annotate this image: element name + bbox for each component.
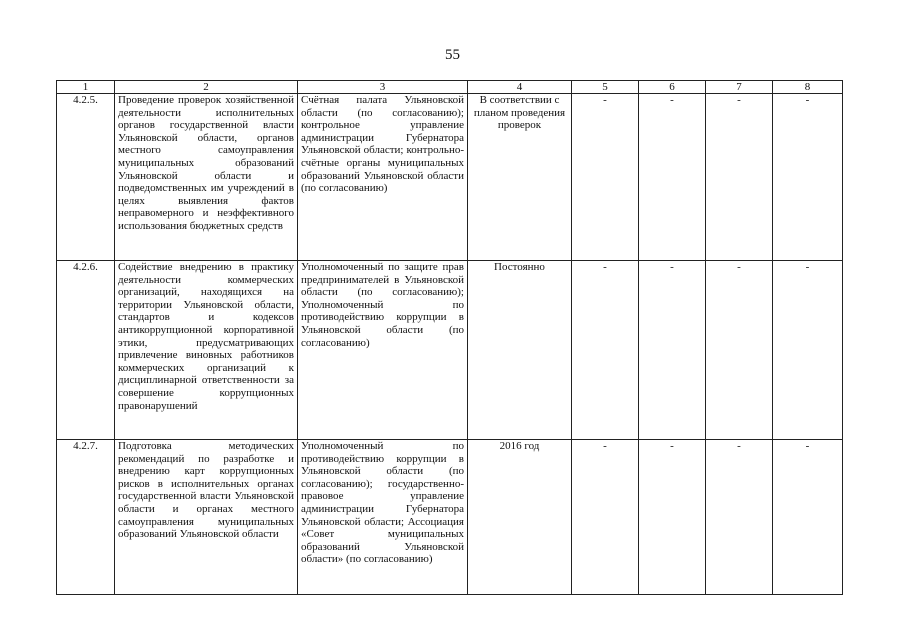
executors-cell: Уполномоченный по противодействию коррупции в Ульяновской области (по согласованию); государственно-правовое управление администрации Губернатора Ульяновской области; Ассоциация «Совет муниципальных образований Ульяновской области» (по согласованию) [298,440,468,595]
col7-cell: - [706,440,773,595]
activity-cell: Проведение проверок хозяйственной деятельности исполнительных органов государственной власти Ульяновской области, органов местного самоуправления муниципальных образований Ульяновской области и подведомственных им учреждений в целях выявления фактов неправомерного и неэффективного использования бюджетных средств [115,94,298,261]
col6-cell: - [639,440,706,595]
item-number: 4.2.7. [57,440,115,595]
executors-cell: Уполномоченный по защите прав предпринимателей в Ульяновской области (по согласованию); Уполномоченный по противодействию коррупции в Ульяновской области (по согласованию) [298,261,468,440]
col5-cell: - [572,261,639,440]
col-header-7: 7 [706,81,773,94]
activity-cell: Подготовка методических рекомендаций по разработке и внедрению карт коррупционных рисков в исполнительных органах государственной власти Ульяновской области и органах местного самоуправления муниципальных образований Ульяновской области [115,440,298,595]
col8-cell: - [773,261,843,440]
col6-cell: - [639,261,706,440]
col6-cell: - [639,94,706,261]
col7-cell: - [706,94,773,261]
activity-cell: Содействие внедрению в практику деятельности коммерческих организаций, находящихся на территории Ульяновской области, стандартов и кодексов антикоррупционной корпоративной этики, предусматривающих привлечение виновных работников коммерческих организаций к дисциплинарной ответственности за совершение коррупционных правонарушений [115,261,298,440]
term-cell: Постоянно [468,261,572,440]
item-number: 4.2.5. [57,94,115,261]
col8-cell: - [773,94,843,261]
col-header-8: 8 [773,81,843,94]
table-row [57,440,843,595]
executors-cell: Счётная палата Ульяновской области (по согласованию); контрольное управление администрации Губернатора Ульяновской области; контрольно-счётные органы муниципальных образований Ульяновской области (по согласованию) [298,94,468,261]
col-header-3: 3 [298,81,468,94]
header-row [57,81,843,94]
table-row [57,94,843,261]
col8-cell: - [773,440,843,595]
col5-cell: - [572,94,639,261]
col-header-6: 6 [639,81,706,94]
col5-cell: - [572,440,639,595]
term-cell: В соответствии с планом проведения проверок [468,94,572,261]
table-row [57,261,843,440]
col-header-2: 2 [115,81,298,94]
col-header-5: 5 [572,81,639,94]
term-cell: 2016 год [468,440,572,595]
col-header-4: 4 [468,81,572,94]
item-number: 4.2.6. [57,261,115,440]
page-number: 55 [445,47,460,63]
col-header-1: 1 [57,81,115,94]
col7-cell: - [706,261,773,440]
measures-table [56,80,843,595]
